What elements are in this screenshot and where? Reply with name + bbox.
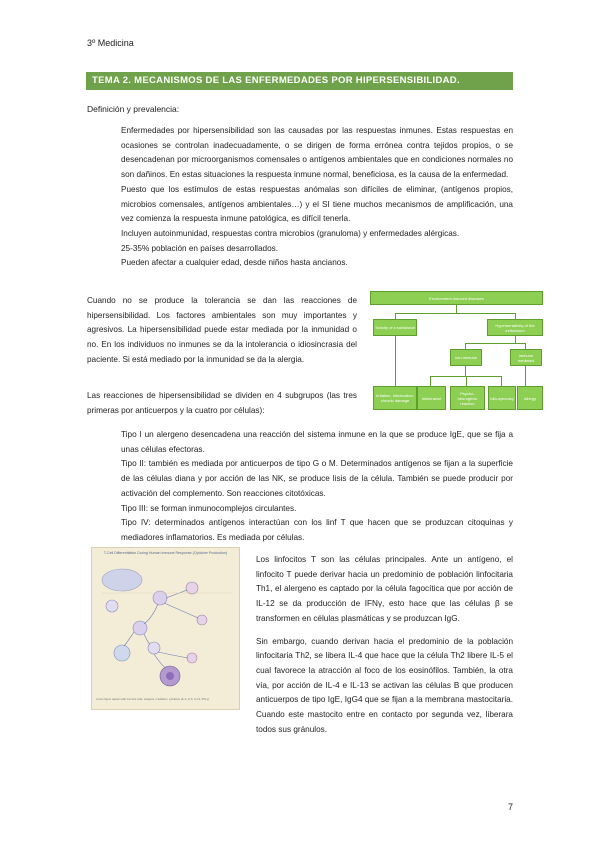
t-cell-illustration [92,548,241,698]
right-column [256,553,513,737]
figure-title: T-Cell Differentiation During Human Immune Response (Cytokine Production) [103,551,228,555]
type-4: Tipo IV: determinados antígenos interactúan con los linf T que hacen que se produzcan citoquinas y mediadores inflamatorios. Es mediada por células. [121,518,513,542]
figure-caption: Lorem figure caption with immune cells, antigens, mediators, cytokines (IL-4, IL-5, IL-13, IFN-γ) [96,698,210,701]
type-1: Tipo I un alergeno desencadena una reacción del sistema inmune en la que se produce IgE, que se fija a unas células efectoras. [121,430,513,454]
page-number: 7 [508,802,514,812]
intro-block [121,124,513,271]
subsection-heading: Definición y prevalencia: [87,104,180,114]
th1-paragraph: Los linfocitos T son las células principales. Ante un antígeno, el linfocito T puede derivar hacia un predominio de población linfocitaria Th1, el alergeno es captado por la célula fagocítica que por acción de IL-12 se da producción de IFNγ, esto hace que las células β se transformen en células plasmáticas y se produzcan IgG. [256,555,513,623]
section-title: TEMA 2. MECANISMOS DE LAS ENFERMEDADES POR HIPERSENSIBILIDAD. [92,75,460,86]
diagram-toxicity: Toxicity of a substance [373,319,417,336]
th2-paragraph: Sin embargo, cuando derivan hacia el predominio de la población linfocitaria Th2, se libera IL-4 que hace que la célula Th2 libere IL-5 el cual favorece la atracción al foco de los eosinófilos. También, la otra vía, por acción de IL-4 e IL-13 se activan las células B que producen anticuerpos de tipo IgE, IgG4 que se fijan a la membrana mastocitaria. Cuando este mastocito entre en contacto por segunda vez, liberara todos sus gránulos. [256,636,513,734]
environment-diseases-diagram [370,291,543,411]
course-header: 3º Medicina [87,38,134,48]
diagram-irritation: Irritation, Intoxication, chronic damage [373,386,417,410]
types-list [121,428,513,546]
t-cell-figure [91,547,240,710]
diagram-root: Environment-induced diseases [370,291,543,305]
tolerance-paragraph: Cuando no se produce la tolerancia se dan las reacciones de hipersensibilidad. Los factores ambientales son muy importantes y agresivos. La hipersensibilidad puede estar mediada por la inmunidad o no. En los individuos no inmunes se da la intolerancia o idiosincrasia del paciente. Si está mediado por la inmunidad se da la alergia. [87,296,357,364]
diagram-allergy: Allergy [517,386,543,410]
intro-paragraph-1: Enfermedades por hipersensibilidad son las causadas por las respuestas inmunes. Estas respuestas en ocasiones se controlan inadecuadamente, o se dirigen de forma errónea contra tejidos propios, o se desencadenan por microorganismos comensales o antígenos ambientales que en condiciones normales no son dañinos. En estas situaciones la respuesta inmune normal, beneficiosa, es la causa de la enfermedad. [121,126,513,180]
diagram-idiosyncrasy: Idio-syncrasy [488,386,516,410]
intro-paragraph-2: Puesto que los estímulos de estas respuestas anómalas son difíciles de eliminar, (antígenos propios, microbios comensales, antígenos ambientales…) y el SI tiene muchos mecanismos de amplificación, una vez comienza la respuesta inmune patológica, es difícil tenerla. [121,184,513,224]
section-title-bar [86,72,513,90]
diagram-immune: immune mediated [510,349,542,366]
type-3: Tipo III: se forman inmunocomplejos circulantes. [121,503,297,513]
type-2: Tipo II: también es mediada por anticuerpos de tipo G o M. Determinados antígenos se fijan a la superficie de las células diana y por acción de las NK, se produce lisis de la célula. También se puede producir por activación del complemento. Son reacciones citotóxicas. [121,459,513,498]
diagram-intolerance: Intolerance [417,386,446,410]
intro-paragraph-4: 25-35% población en países desarrollados. [121,243,279,253]
intro-paragraph-3: Incluyen autoinmunidad, respuestas contra microbios (granuloma) y enfermedades alérgicas. [121,228,460,238]
diagram-hypersensitivity: Hypersensitivity of the individuum [487,319,543,336]
intro-paragraph-5: Pueden afectar a cualquier edad, desde niños hasta ancianos. [121,258,348,268]
types-intro: Las reacciones de hipersensibilidad se dividen en 4 subgrupos (las tres primeras por anticuerpos y la cuatro por células): [87,391,357,415]
diagram-non-immune: non-immune [450,349,482,366]
diagram-psycho: Psycho-neurogenic reaction [450,386,485,410]
